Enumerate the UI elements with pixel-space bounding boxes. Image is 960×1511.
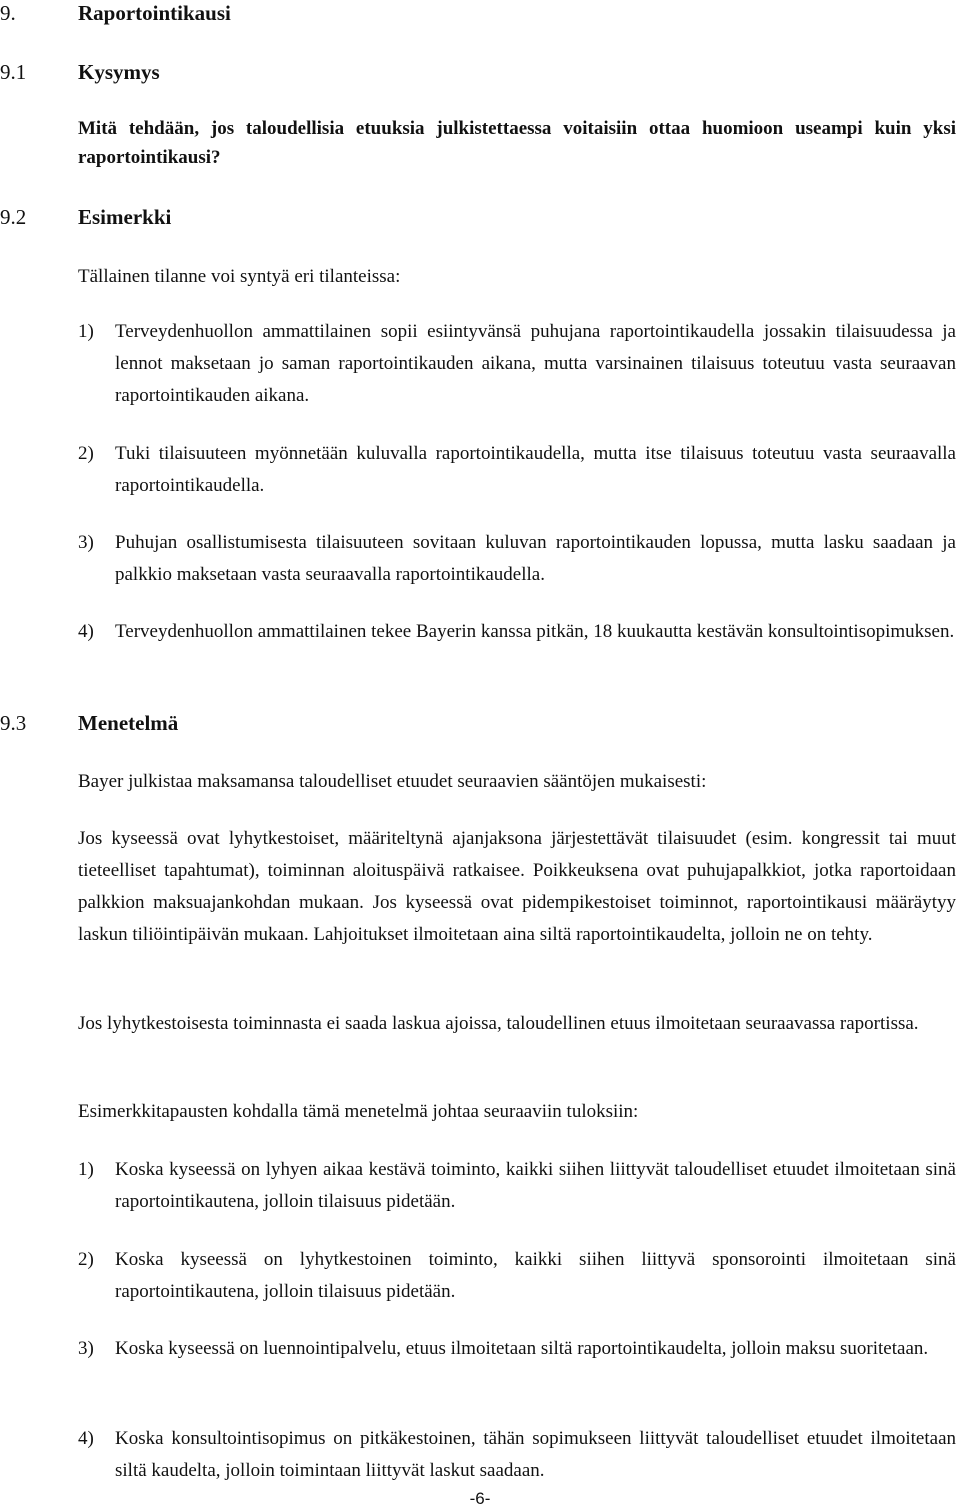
result-item-2 <box>78 1244 956 1308</box>
result-item-1 <box>78 1154 956 1218</box>
list-number: 2) <box>78 1249 94 1270</box>
list-item-text: Koska kyseessä on lyhyen aikaa kestävä toiminto, kaikki siihen liittyvät taloudelliset etuudet ilmoitetaan sinä raportointikautena, jolloin tilaisuus pidetään. <box>115 1159 956 1212</box>
list-item-text: Koska kyseessä on lyhytkestoinen toiminto, kaikki siihen liittyvä sponsorointi ilmoitetaan sinä raportointikautena, jolloin tilaisuus pidetään. <box>115 1249 956 1302</box>
list-number: 1) <box>78 1159 94 1180</box>
list-item-text: Terveydenhuollon ammattilainen sopii esiintyvänsä puhujana raportointikaudella jossakin tilaisuudessa ja lennot maksetaan jo saman raportointikauden aikana, mutta varsinainen tilaisuus toteutuu vasta seuraavan raportointikauden aikana. <box>115 321 956 406</box>
list-item-text: Puhujan osallistumisesta tilaisuuteen sovitaan kuluvan raportointikauden lopussa, mutta lasku saadaan ja palkkio maksetaan vasta seuraavalla raportointikaudella. <box>115 532 956 585</box>
section-title: Raportointikausi <box>78 1 231 25</box>
section-number: 9. <box>0 1 16 25</box>
list-item-text: Terveydenhuollon ammattilainen tekee Bayerin kanssa pitkän, 18 kuukautta kestävän konsultointisopimuksen. <box>115 621 955 642</box>
example-item-1 <box>78 316 956 412</box>
method-paragraph-1: Jos kyseessä ovat lyhytkestoiset, määriteltynä ajanjaksona järjestettävät tilaisuudet (esim. kongressit tai muut tieteelliset tapahtumat), toiminnan aloituspäivä ratkaisee. Poikkeuksena ovat puhujapalkkiot, jotka raportoidaan palkkion maksuajankohdan mukaan. Jos kyseessä ovat pidempikestoiset toiminnot, raportointikausi määräytyy laskun tiliöintipäivän mukaan. Lahjoitukset ilmoitetaan aina siltä raportointikaudelta, jolloin ne on tehty. <box>78 828 956 945</box>
list-item-text: Koska kyseessä on luennointipalvelu, etuus ilmoitetaan siltä raportointikaudelta, jolloin maksu suoritetaan. <box>115 1338 929 1359</box>
result-item-4 <box>78 1423 956 1487</box>
list-number: 2) <box>78 443 94 464</box>
list-item-text: Tuki tilaisuuteen myönnetään kuluvalla raportointikaudella, mutta itse tilaisuus toteutuu vasta seuraavalla raportointikaudella. <box>115 443 956 496</box>
section-title: Esimerkki <box>78 205 172 229</box>
example-item-3 <box>78 527 956 591</box>
section-number: 9.1 <box>0 60 27 84</box>
example-intro: Tällainen tilanne voi syntyä eri tilanteissa: <box>78 266 401 287</box>
method-intro: Bayer julkistaa maksamansa taloudelliset etuudet seuraavien sääntöjen mukaisesti: <box>78 771 707 792</box>
result-item-3 <box>78 1333 956 1365</box>
results-intro: Esimerkkitapausten kohdalla tämä menetelmä johtaa seuraaviin tuloksiin: <box>78 1101 639 1122</box>
section-number: 9.3 <box>0 711 27 735</box>
list-number: 1) <box>78 321 94 342</box>
example-item-4 <box>78 616 956 648</box>
section-number: 9.2 <box>0 205 27 229</box>
method-paragraph-2: Jos lyhytkestoisesta toiminnasta ei saada laskua ajoissa, taloudellinen etuus ilmoitetaan seuraavassa raportissa. <box>78 1013 919 1034</box>
page-number: -6- <box>469 1489 491 1508</box>
list-number: 4) <box>78 1428 94 1449</box>
question-text: Mitä tehdään, jos taloudellisia etuuksia julkistettaessa voitaisiin ottaa huomioon useampi kuin yksi raportointikausi? <box>78 118 956 168</box>
list-item-text: Koska konsultointisopimus on pitkäkestoinen, tähän sopimukseen liittyvät taloudelliset etuudet ilmoitetaan siltä kaudelta, jolloin toimintaan liittyvät laskut saadaan. <box>115 1428 956 1481</box>
section-title: Menetelmä <box>78 711 179 735</box>
list-number: 3) <box>78 532 94 553</box>
list-number: 4) <box>78 621 94 642</box>
list-number: 3) <box>78 1338 94 1359</box>
example-item-2 <box>78 438 956 502</box>
section-title: Kysymys <box>78 60 160 84</box>
